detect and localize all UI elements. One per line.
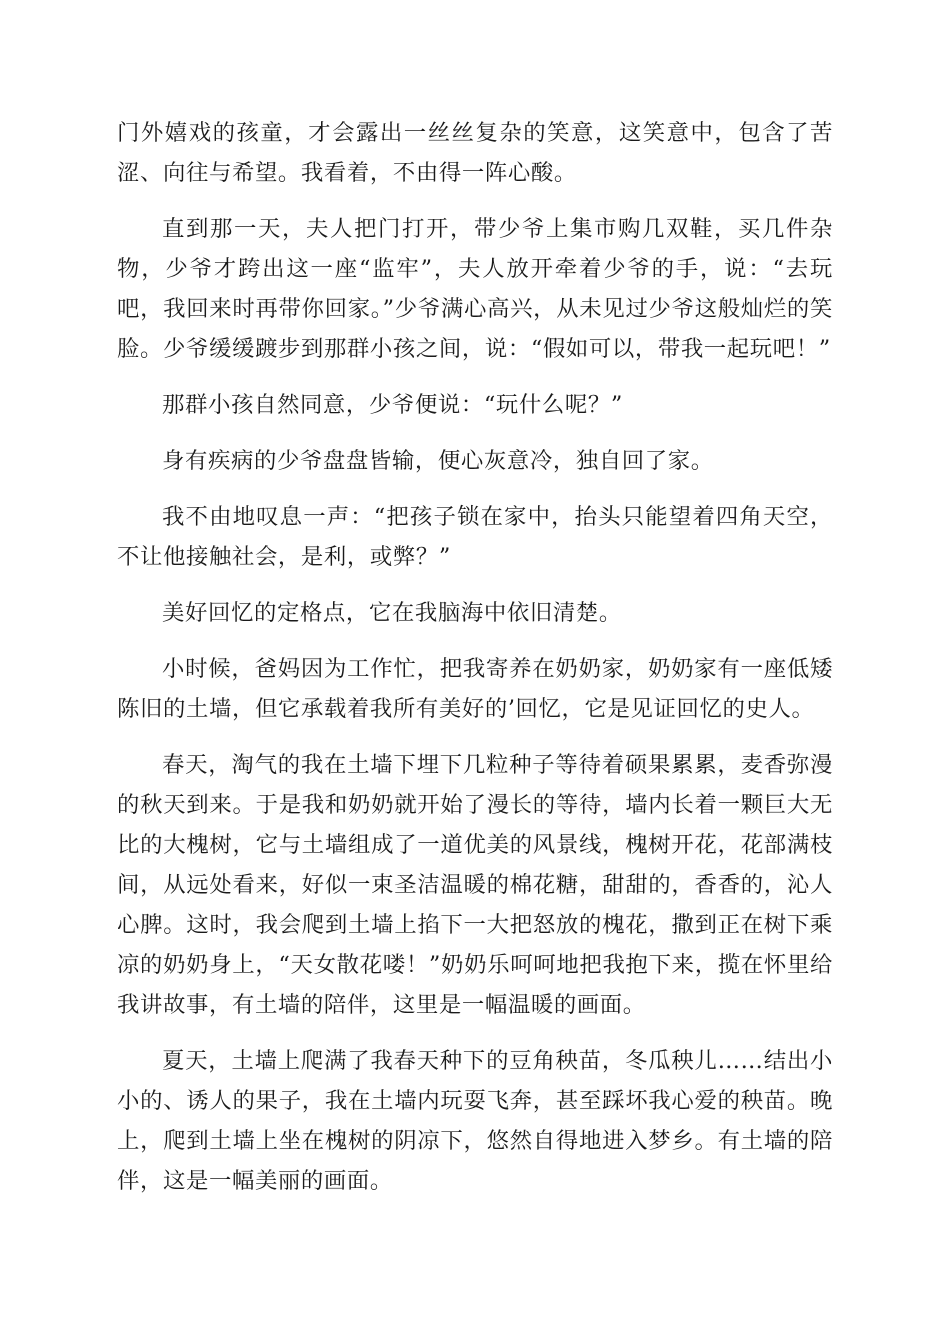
paragraph-7: 小时候，爸妈因为工作忙，把我寄养在奶奶家，奶奶家有一座低矮陈旧的土墙，但它承载着我所有美好的’回忆，它是见证回忆的史人。 xyxy=(117,656,833,722)
paragraph-8: 春天，淘气的我在土墙下埋下几粒种子等待着硕果累累，麦香弥漫的秋天到来。于是我和奶奶就开始了漫长的等待，墙内长着一颗巨大无比的大槐树，它与土墙组成了一道优美的风景线，槐树开花，花部满枝间，从远处看来，好似一束圣洁温暖的棉花糖，甜甜的，香香的，沁人心脾。这时，我会爬到土墙上掐下一大把怒放的槐花，撒到正在树下乘凉的奶奶身上，“天女散花喽！”奶奶乐呵呵地把我抱下来，揽在怀里给我讲故事，有土墙的陪伴，这里是一幅温暖的画面。 xyxy=(117,752,833,1018)
paragraph-2: 直到那一天，夫人把门打开，带少爷上集市购几双鞋，买几件杂物，少爷才跨出这一座“监牢”，夫人放开牵着少爷的手，说：“去玩吧，我回来时再带你回家。”少爷满心高兴，从未见过少爷这般灿烂的笑脸。少爷缓缓踱步到那群小孩之间，说：“假如可以，带我一起玩吧！” xyxy=(117,216,833,362)
paragraph-5: 我不由地叹息一声：“把孩子锁在家中，抬头只能望着四角天空，不让他接触社会，是利，或弊？” xyxy=(117,504,833,570)
paragraph-3: 那群小孩自然同意，少爷便说：“玩什么呢？” xyxy=(162,392,623,418)
paragraph-6: 美好回忆的定格点，它在我脑海中依旧清楚。 xyxy=(162,600,622,626)
paragraph-1: 门外嬉戏的孩童，才会露出一丝丝复杂的笑意，这笑意中，包含了苦涩、向往与希望。我看着，不由得一阵心酸。 xyxy=(117,120,833,186)
paragraph-4: 身有疾病的少爷盘盘皆输，便心灰意冷，独自回了家。 xyxy=(162,448,714,474)
paragraph-9: 夏天，土墙上爬满了我春天种下的豆角秧苗，冬瓜秧儿……结出小小的、诱人的果子，我在土墙内玩耍飞奔，甚至踩坏我心爱的秧苗。晚上，爬到土墙上坐在槐树的阴凉下，悠然自得地进入梦乡。有土墙的陪伴，这是一幅美丽的画面。 xyxy=(117,1048,833,1194)
document-body xyxy=(117,113,833,1217)
